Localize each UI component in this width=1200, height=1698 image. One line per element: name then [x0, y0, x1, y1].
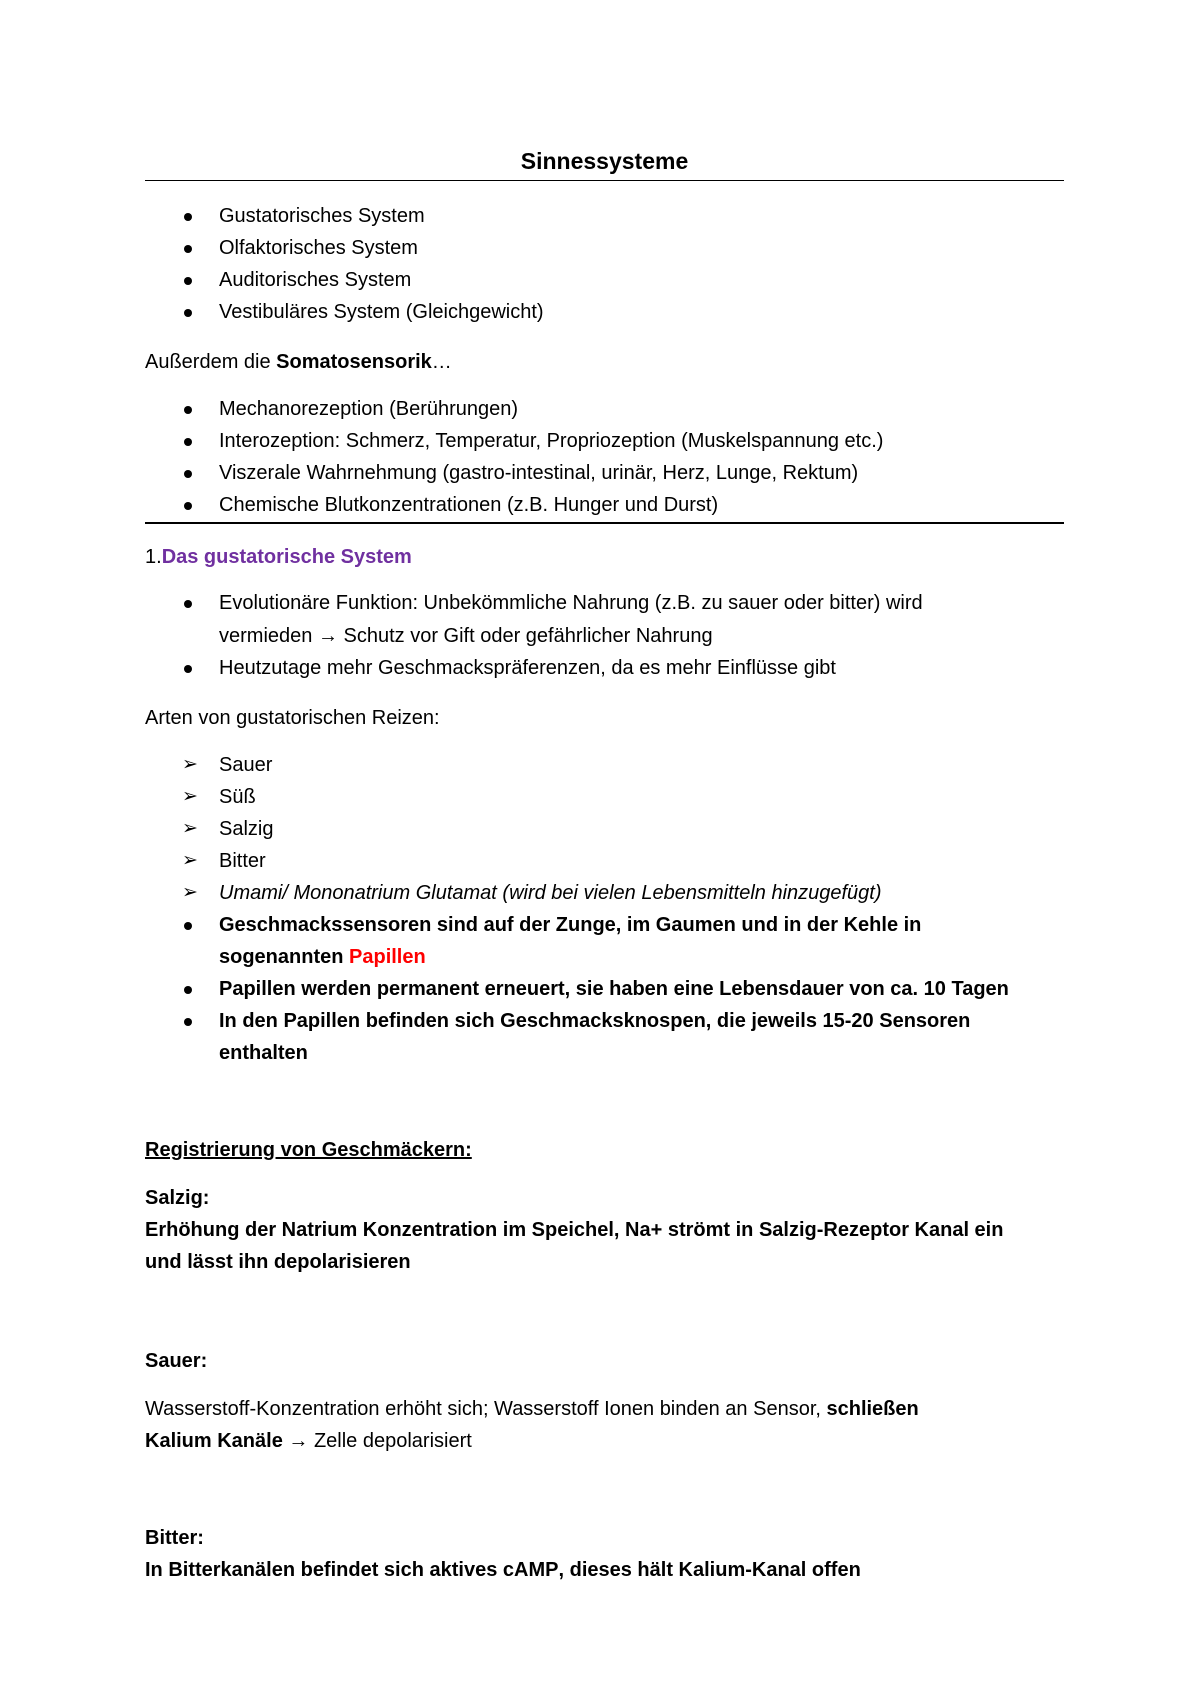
- section-divider: [145, 522, 1064, 524]
- somato-term: Somatosensorik: [276, 351, 432, 373]
- list-item: Vestibuläres System (Gleichgewicht): [219, 301, 544, 323]
- title-underline: [145, 180, 1064, 181]
- list-item: Papillen werden permanent erneuert, sie haben eine Lebensdauer von ca. 10 Tagen: [219, 978, 1009, 1000]
- bullet: [184, 309, 192, 317]
- bullet: [184, 245, 192, 253]
- somato-intro: Außerdem die Somatosensorik…: [145, 351, 452, 373]
- list-item: Mechanorezeption (Berührungen): [219, 398, 519, 420]
- taste-label-salzig: Salzig:: [145, 1187, 210, 1209]
- bullet: [184, 213, 192, 221]
- arrow-icon: →: [288, 1430, 309, 1452]
- bullet: [184, 438, 192, 446]
- section-heading: [145, 547, 412, 567]
- list-item: Bitter: [219, 850, 266, 872]
- paragraph-line: und lässt ihn depolarisieren: [145, 1251, 411, 1273]
- section-number: 1.: [145, 546, 162, 568]
- list-item: Heutzutage mehr Geschmackspräferenzen, da es mehr Einflüsse gibt: [219, 657, 836, 679]
- subsection-heading: Registrierung von Geschmäckern:: [145, 1139, 472, 1161]
- bullet: [184, 665, 192, 673]
- paragraph-line: Erhöhung der Natrium Konzentration im Speichel, Na+ strömt in Salzig-Rezeptor Kanal ein: [145, 1219, 1004, 1241]
- section-title: Das gustatorische System: [161, 546, 412, 568]
- arrow-bullet-icon: ➢: [182, 850, 198, 871]
- page-title: Sinnessysteme: [520, 148, 689, 174]
- taste-label-bitter: Bitter:: [145, 1527, 204, 1549]
- list-item-line: vermieden → Schutz vor Gift oder gefährlicher Nahrung: [219, 625, 713, 647]
- list-item-line: enthalten: [219, 1042, 308, 1064]
- list-item: Viszerale Wahrnehmung (gastro-intestinal, urinär, Herz, Lunge, Rektum): [219, 462, 859, 484]
- taste-label-sauer: Sauer:: [145, 1350, 208, 1372]
- list-item-line: sogenannten Papillen: [219, 946, 426, 968]
- arrow-icon: →: [317, 625, 338, 647]
- list-item: Süß: [219, 786, 256, 808]
- list-item: Gustatorisches System: [219, 205, 425, 227]
- bullet: [184, 406, 192, 414]
- list-item-line: Evolutionäre Funktion: Unbekömmliche Nahrung (z.B. zu sauer oder bitter) wird: [219, 592, 923, 614]
- paragraph-line: In Bitterkanälen befindet sich aktives cAMP, dieses hält Kalium-Kanal offen: [145, 1559, 861, 1581]
- list-item: Auditorisches System: [219, 269, 412, 291]
- paragraph-line: Kalium Kanäle → Zelle depolarisiert: [145, 1430, 472, 1452]
- list-item: Interozeption: Schmerz, Temperatur, Propriozeption (Muskelspannung etc.): [219, 430, 884, 452]
- list-item: Sauer: [219, 754, 273, 776]
- list-item-line: Geschmackssensoren sind auf der Zunge, im Gaumen und in der Kehle in: [219, 914, 922, 936]
- arrow-bullet-icon: ➢: [182, 786, 198, 807]
- list-item-umami: Umami/ Mononatrium Glutamat (wird bei vielen Lebensmitteln hinzugefügt): [219, 882, 882, 904]
- list-item: Salzig: [219, 818, 274, 840]
- arrow-bullet-icon: ➢: [182, 754, 198, 775]
- bullet: [184, 986, 192, 994]
- bullet: [184, 600, 192, 608]
- bullet: [184, 470, 192, 478]
- highlight-term: Papillen: [349, 946, 426, 968]
- stimuli-intro: Arten von gustatorischen Reizen:: [145, 707, 440, 729]
- list-item: Chemische Blutkonzentrationen (z.B. Hunger und Durst): [219, 494, 719, 516]
- arrow-bullet-icon: ➢: [182, 882, 198, 903]
- bullet: [184, 1018, 192, 1026]
- list-item: Olfaktorisches System: [219, 237, 418, 259]
- bullet: [184, 922, 192, 930]
- list-item-line: In den Papillen befinden sich Geschmacksknospen, die jeweils 15-20 Sensoren: [219, 1010, 971, 1032]
- paragraph-line: Wasserstoff-Konzentration erhöht sich; Wasserstoff Ionen binden an Sensor, schließen: [145, 1398, 919, 1420]
- bullet: [184, 502, 192, 510]
- arrow-bullet-icon: ➢: [182, 818, 198, 839]
- bullet: [184, 277, 192, 285]
